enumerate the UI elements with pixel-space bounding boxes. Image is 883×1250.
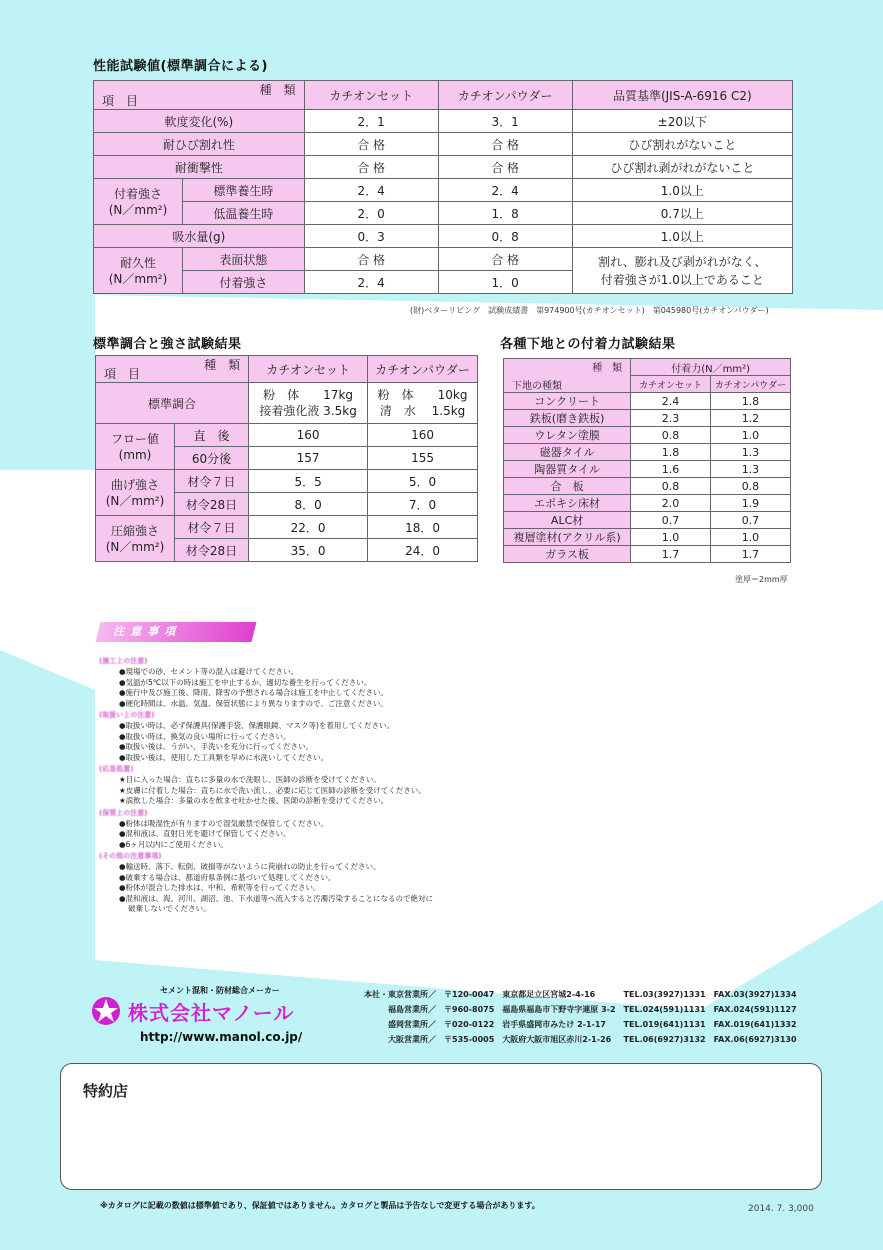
- table-row: [94, 179, 793, 202]
- performance-table: [93, 80, 793, 294]
- office-tel: TEL.03(3927)1331: [623, 990, 706, 999]
- table-row: [504, 410, 791, 427]
- t3-row-v2: 1.0: [710, 529, 790, 546]
- t2-col-1: カチオンセット: [249, 356, 368, 383]
- t3-row-v1: 0.8: [631, 427, 711, 444]
- t3-row-name: エポキシ床材: [504, 495, 631, 512]
- office-fax: FAX.019(641)1332: [713, 1020, 797, 1029]
- t2-bend-label: 曲げ強さ: [110, 477, 159, 492]
- caution-line: ●粉体が混合した排水は、中和、希釈等を行ってください。: [119, 883, 321, 892]
- t2-header-item: 項 目: [104, 367, 141, 381]
- t2-flow-group: [96, 424, 175, 470]
- logo-star-icon: [88, 995, 124, 1027]
- t1-r4-group-unit: (N／mm²): [108, 202, 168, 217]
- caution-line: ●混和液は、直射日光を避けて保管してください。: [119, 829, 291, 838]
- section1-note: (財)ベターリビング 試験成績書 第974900号(カチオンセット) 第045980号(カチオンパウダー): [410, 306, 769, 315]
- table-row: [504, 478, 791, 495]
- office-tel: TEL.024(591)1131: [623, 1005, 706, 1014]
- t2-mix1-line2: 接着強化液 3.5kg: [259, 404, 357, 418]
- t1-r3-v1: 合 格: [304, 156, 438, 179]
- table-row: [504, 444, 791, 461]
- t1-r4-sub1: 標準養生時: [183, 179, 305, 202]
- t1-r5-v2: 0．8: [438, 225, 572, 248]
- caution-banner: 注意事項: [96, 622, 257, 642]
- table-row: [504, 512, 791, 529]
- t1-col-2: カチオンパウダー: [438, 81, 572, 110]
- t1-r6-b2: 1．0: [438, 271, 572, 294]
- table-row: [96, 470, 478, 493]
- t1-r4-sub2: 低温養生時: [183, 202, 305, 225]
- t2-mix1: [249, 383, 368, 424]
- t2-bend-r2-v1: 8．0: [249, 493, 368, 516]
- table-row: [94, 156, 793, 179]
- t3-row-v2: 1.9: [710, 495, 790, 512]
- office-fax: FAX.06(6927)3130: [713, 1035, 797, 1044]
- office-fax: FAX.024(591)1127: [713, 1005, 797, 1014]
- office-addr: 岩手県盛岡市みたけ 2-1-17: [502, 1020, 606, 1029]
- t2-flow-r1-v1: 160: [249, 424, 368, 447]
- office-zip: 〒120-0047: [444, 990, 495, 999]
- t3-row-name: ALC材: [504, 512, 631, 529]
- t3-row-v2: 1.3: [710, 444, 790, 461]
- dealer-label: 特約店: [83, 1082, 129, 1100]
- t1-r3-v2: 合 格: [438, 156, 572, 179]
- caution-line: 破棄しないでください。: [128, 904, 211, 913]
- t2-bend-r1-v2: 5．0: [368, 470, 478, 493]
- t2-mix1-line1: 粉 体 17kg: [263, 388, 354, 402]
- t3-row-name: 陶器質タイル: [504, 461, 631, 478]
- caution-cat-2: (取扱い上の注意): [99, 711, 155, 719]
- t2-bend-unit: (N／mm²): [105, 493, 165, 508]
- t2-comp-r1-v2: 18．0: [368, 516, 478, 539]
- caution-line: ●破棄する場合は、都道府県条例に基づいて処理してください。: [119, 872, 336, 882]
- t2-bend-r2-sub: 材令28日: [175, 493, 249, 516]
- t1-r6-group-unit: (N／mm²): [108, 271, 168, 286]
- t2-flow-r1-sub: 直 後: [175, 424, 249, 447]
- caution-line: ●取扱い時は、換気の良い場所に行ってください。: [119, 731, 291, 741]
- t2-comp-r1-sub: 材令７日: [175, 516, 249, 539]
- t3-row-name: コンクリート: [504, 393, 631, 410]
- caution-line: ●取扱い後は、うがい、手洗いを充分に行ってください。: [119, 742, 314, 751]
- table-row: [94, 248, 793, 271]
- table-row: [94, 225, 793, 248]
- company-url[interactable]: http://www.manol.co.jp/: [140, 1030, 303, 1044]
- t3-row-v2: 1.8: [710, 393, 790, 410]
- table-row: [504, 546, 791, 563]
- t3-row-v2: 0.8: [710, 478, 790, 495]
- t3-row-v2: 1.7: [710, 546, 790, 563]
- caution-line: ★目に入った場合：直ちに多量の水で洗眼し、医師の診断を受けてください。: [119, 775, 381, 784]
- footer-disclaimer: ※カタログに記載の数値は標準値であり、保証値ではありません。カタログと製品は予告なしで変更する場合があります。: [100, 1201, 540, 1210]
- caution-line: ●粉体は吸湿性が有りますので湿気厳禁で保管してください。: [119, 818, 329, 828]
- t2-comp-label: 圧縮強さ: [110, 523, 159, 538]
- office-list: [360, 987, 801, 1047]
- office-tel: TEL.019(641)1131: [623, 1020, 706, 1029]
- list-item: [360, 987, 801, 1002]
- caution-cat-4: (保管上の注意): [99, 808, 148, 817]
- table-row: [504, 495, 791, 512]
- t1-r5-std: 1.0以上: [572, 225, 792, 248]
- table-row: [96, 383, 478, 424]
- t1-r4-b2: 1．8: [438, 202, 572, 225]
- t1-header-cell: [94, 81, 305, 110]
- t1-r6-sub1: 表面状態: [183, 248, 305, 271]
- t3-row-name: 合 板: [504, 478, 631, 495]
- section3-note: 塗厚＝2mm厚: [735, 575, 788, 584]
- t1-r1-v1: 2．1: [304, 110, 438, 133]
- t2-mix-label: 標準調合: [96, 383, 249, 424]
- section1-title: 性能試験値(標準調合による): [93, 59, 268, 74]
- t3-col-1: カチオンセット: [631, 376, 711, 393]
- office-name: 福島営業所／: [388, 1005, 436, 1014]
- caution-cat-3: (応急処置): [99, 765, 134, 773]
- caution-line: ●取扱い時は、必ず保護具(保護手袋、保護眼鏡、マスク等)を着用してください。: [119, 721, 394, 730]
- t3-row-v1: 1.7: [631, 546, 711, 563]
- t3-row-v1: 2.4: [631, 393, 711, 410]
- t1-r6-a1: 合 格: [304, 248, 438, 271]
- t1-r4-a2: 2．0: [304, 202, 438, 225]
- t2-flow-r2-sub: 60分後: [175, 447, 249, 470]
- t1-r5-label: 吸水量(g): [94, 225, 305, 248]
- t3-row-name: 磁器タイル: [504, 444, 631, 461]
- t3-row-v2: 1.2: [710, 410, 790, 427]
- caution-line: ★皮膚に付着した場合：直ちに水で洗い流し、必要に応じて医師の診断を受けてください。: [119, 785, 426, 795]
- caution-line: ★誤飲した場合：多量の水を飲ませ吐かせた後、医師の診断を受けてください。: [119, 796, 389, 805]
- t1-r6-a2: 2．4: [304, 271, 438, 294]
- t1-r4-a1: 2．4: [304, 179, 438, 202]
- t2-flow-r1-v2: 160: [368, 424, 478, 447]
- company-logo: [88, 995, 348, 1027]
- list-item: [360, 1017, 801, 1032]
- table-row: [96, 424, 478, 447]
- t2-flow-unit: (mm): [118, 447, 152, 462]
- table-row: [504, 427, 791, 444]
- t2-bend-r1-v1: 5．5: [249, 470, 368, 493]
- t3-row-name: 複層塗材(アクリル系): [504, 529, 631, 546]
- list-item: [360, 1032, 801, 1047]
- t3-row-v1: 1.8: [631, 444, 711, 461]
- t1-r1-std: ±20以下: [572, 110, 792, 133]
- t3-header-item: 下地の種類: [512, 381, 562, 392]
- t2-comp-unit: (N／mm²): [105, 539, 165, 554]
- t1-r6-sub2: 付着強さ: [183, 271, 305, 294]
- t3-header-kind: 種 類: [592, 363, 623, 374]
- caution-cat-5: (その他の注意事項): [99, 852, 162, 860]
- t1-r2-label: 耐ひび割れ性: [94, 133, 305, 156]
- t3-force-header: 付着力(N／mm²): [631, 359, 791, 376]
- caution-line: ●取扱い後は、使用した工具類を早めに水洗いしてください。: [119, 752, 329, 762]
- t3-row-v2: 1.0: [710, 427, 790, 444]
- t1-header-kind: 種 類: [259, 83, 296, 97]
- t3-row-v1: 0.8: [631, 478, 711, 495]
- t1-r1-label: 軟度変化(%): [94, 110, 305, 133]
- footer-date: 2014. 7. 3,000: [748, 1204, 814, 1214]
- t1-r4-b1: 2．4: [438, 179, 572, 202]
- t2-comp-r2-v1: 35．0: [249, 539, 368, 562]
- t3-row-v1: 2.0: [631, 495, 711, 512]
- t1-r6-std: [572, 248, 792, 294]
- t3-row-name: ウレタン塗膜: [504, 427, 631, 444]
- t1-r6-std-line2: 付着強さが1.0以上であること: [600, 272, 764, 287]
- office-zip: 〒960-8075: [444, 1005, 495, 1014]
- adhesion-table: [503, 358, 791, 563]
- table-row: [504, 529, 791, 546]
- t3-row-v1: 1.0: [631, 529, 711, 546]
- t1-r6-std-line1: 割れ、膨れ及び剥がれがなく、: [598, 254, 767, 269]
- t2-comp-r2-v2: 24．0: [368, 539, 478, 562]
- t1-r4-s2: 0.7以上: [572, 202, 792, 225]
- t1-r3-std: ひび割れ剥がれがないこと: [572, 156, 792, 179]
- t3-row-v1: 0.7: [631, 512, 711, 529]
- t3-row-v2: 0.7: [710, 512, 790, 529]
- t1-r6-group: [94, 248, 183, 294]
- caution-line: ●混和液は、海、河川、湖沼、池、下水道等へ流入すると汚濁汚染することになるので絶対に: [119, 893, 434, 903]
- caution-line: ●6ヶ月以内にご使用ください。: [119, 839, 228, 849]
- list-item: [360, 1002, 801, 1017]
- t3-col-2: カチオンパウダー: [710, 376, 790, 393]
- t2-mix2: [368, 383, 478, 424]
- section2-title: 標準調合と強さ試験結果: [93, 337, 242, 352]
- t1-r3-label: 耐衝撃性: [94, 156, 305, 179]
- caution-line: ●輸送時、落下、転倒、破損等がないように荷崩れの防止を行ってください。: [119, 862, 381, 871]
- t3-header-cell: [504, 359, 631, 393]
- mix-strength-table: [95, 355, 478, 562]
- t2-comp-group: [96, 516, 175, 562]
- t1-col-1: カチオンセット: [304, 81, 438, 110]
- office-zip: 〒020-0122: [444, 1020, 495, 1029]
- t1-r5-v1: 0．3: [304, 225, 438, 248]
- t3-row-v2: 1.3: [710, 461, 790, 478]
- table-row: [94, 133, 793, 156]
- table-row: [96, 516, 478, 539]
- t2-header-cell: [96, 356, 249, 383]
- t2-header-kind: 種 類: [204, 358, 241, 372]
- t2-comp-r1-v1: 22．0: [249, 516, 368, 539]
- office-name: 盛岡営業所／: [388, 1020, 436, 1029]
- t2-flow-label: フロー値: [110, 431, 159, 446]
- t1-r4-group-label: 付着強さ: [113, 186, 162, 201]
- table-row: [504, 393, 791, 410]
- t1-r6-b1: 合 格: [438, 248, 572, 271]
- table-row: [94, 202, 793, 225]
- t2-comp-r2-sub: 材令28日: [175, 539, 249, 562]
- section3-title: 各種下地との付着力試験結果: [500, 337, 676, 352]
- t1-r4-group: [94, 179, 183, 225]
- t2-bend-r1-sub: 材令７日: [175, 470, 249, 493]
- logo-text: 株式会社マノール: [128, 1001, 295, 1025]
- office-name: 大阪営業所／: [388, 1035, 436, 1044]
- t1-r2-std: ひび割れがないこと: [572, 133, 792, 156]
- t2-bend-group: [96, 470, 175, 516]
- t2-mix2-line1: 粉 体 10kg: [377, 388, 468, 402]
- t3-row-name: ガラス板: [504, 546, 631, 563]
- office-name: 本社・東京営業所／: [364, 990, 436, 999]
- t1-r2-v1: 合 格: [304, 133, 438, 156]
- t3-row-name: 鉄板(磨き鉄板): [504, 410, 631, 427]
- t1-r6-group-label: 耐久性: [119, 255, 156, 270]
- table-row: [504, 461, 791, 478]
- t3-row-v1: 2.3: [631, 410, 711, 427]
- t1-r1-v2: 3．1: [438, 110, 572, 133]
- caution-line: ●気温が5℃以下の時は施工を中止するか、適切な養生を行ってください。: [119, 677, 372, 687]
- office-addr: 大阪府大阪市旭区赤川2-1-26: [502, 1035, 612, 1044]
- office-tel: TEL.06(6927)3132: [623, 1035, 706, 1044]
- t1-header-item: 項 目: [102, 94, 139, 108]
- t2-flow-r2-v1: 157: [249, 447, 368, 470]
- t1-r2-v2: 合 格: [438, 133, 572, 156]
- t3-row-v1: 1.6: [631, 461, 711, 478]
- t2-mix2-line2: 清 水 1.5kg: [379, 404, 466, 418]
- caution-line: ●硬化時間は、水温、気温、保管状態により異なりますので、ご注意ください。: [119, 698, 388, 708]
- office-addr: 東京都足立区宮城2-4-16: [502, 990, 596, 999]
- caution-line: ●現場での砂、セメント等の混入は避けてください。: [119, 667, 299, 676]
- dealer-box: [60, 1063, 822, 1190]
- caution-cat-1: (施工上の注意): [99, 657, 148, 665]
- company-tagline: セメント混和・防材総合メーカー: [160, 986, 280, 995]
- table-row: [94, 110, 793, 133]
- caution-line: ●施行中及び施工後、降雨、降雪の予想される場合は施工を中止してください。: [119, 688, 389, 697]
- t1-r4-s1: 1.0以上: [572, 179, 792, 202]
- t2-col-2: カチオンパウダー: [368, 356, 478, 383]
- office-zip: 〒535-0005: [444, 1035, 495, 1044]
- office-fax: FAX.03(3927)1334: [713, 990, 797, 999]
- t2-flow-r2-v2: 155: [368, 447, 478, 470]
- office-addr: 福島県福島市下野寺字連原 3-2: [502, 1005, 616, 1014]
- t1-col-3: 品質基準(JIS-A-6916 C2): [572, 81, 792, 110]
- t2-bend-r2-v2: 7．0: [368, 493, 478, 516]
- caution-block: [95, 655, 480, 915]
